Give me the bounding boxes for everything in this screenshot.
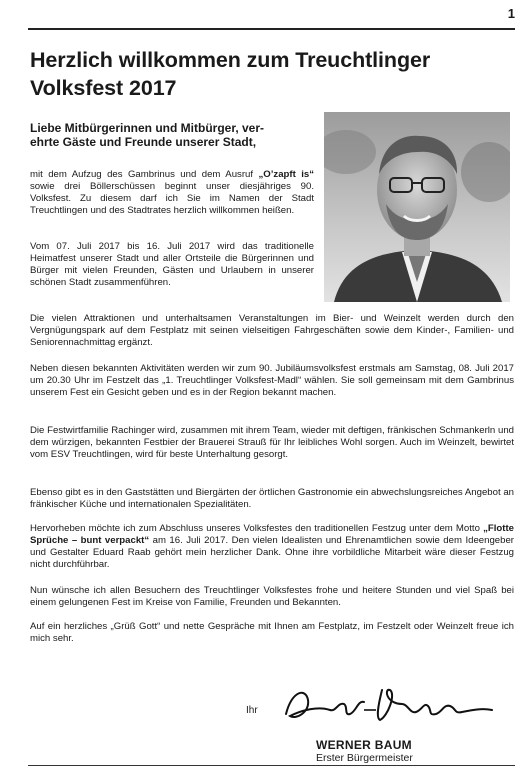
paragraph-3: Die vielen Attraktionen und unterhaltsamen Veranstaltungen im Bier- und Weinzelt werden durch den Vergnügungspark auf dem Festplatz mit seinen vielseitigen Fahrgeschäften sowie dem Kinder-, Familien- und Seniorennachmittag ergänzt. bbox=[30, 313, 514, 348]
handwritten-signature bbox=[278, 680, 498, 728]
paragraph-4: Neben diesen bekannten Aktivitäten werden wir zum 90. Jubiläumsvolksfest erstmals am Samstag, 08. Juli 2017 um 20.30 Uhr im Festzelt das „1. Treuchtlinger Volksfest-Madl“ wählen. Sie soll gemeinsam mit dem Gambrinus unserem Fest ein Gesicht geben und es in der Region bekannt machen. bbox=[30, 363, 514, 398]
salutation-line-1: Liebe Mitbürgerinnen und Mitbürger, ver- bbox=[30, 121, 265, 135]
paragraph-1 bbox=[30, 169, 314, 217]
paragraph-6: Ebenso gibt es in den Gaststätten und Biergärten der örtlichen Gastronomie ein abwechslungsreiches Angebot an fränkischer Küche und internationalen Spezialitäten. bbox=[30, 487, 514, 510]
signer-name: WERNER BAUM bbox=[316, 738, 412, 752]
paragraph-1-bold: „O’zapft is“ bbox=[258, 169, 314, 180]
signer-role: Erster Bürgermeister bbox=[316, 752, 413, 764]
paragraph-7 bbox=[30, 523, 514, 571]
top-divider bbox=[28, 28, 515, 30]
closing-word: Ihr bbox=[246, 705, 258, 716]
paragraph-7-pre: Hervorheben möchte ich zum Abschluss unseres Volksfestes den traditionellen Festzug unter dem Motto bbox=[30, 523, 480, 534]
title-line-2: Volksfest 2017 bbox=[30, 76, 177, 100]
bottom-divider bbox=[28, 765, 515, 766]
title-line-1: Herzlich willkommen zum Treuchtlinger bbox=[30, 48, 431, 72]
paragraph-5: Die Festwirtfamilie Rachinger wird, zusammen mit ihrem Team, wieder mit deftigen, fränkischen Schmankerln und dem würzigen, bekannten Festbier der Brauerei Strauß für Ihr leibliches Wohl sorgen. Auch im Weinzelt, bewirtet vom ESV Treuchtlingen, wird für beste Unterhaltung gesorgt. bbox=[30, 425, 514, 460]
portrait-photo bbox=[324, 112, 510, 302]
paragraph-9: Auf ein herzliches „Grüß Gott“ und nette Gespräche mit Ihnen am Festplatz, im Festzelt oder Weinzelt freue ich mich sehr. bbox=[30, 621, 514, 644]
paragraph-1-post: sowie drei Böllerschüssen beginnt unser diesjähriges 90. Volksfest. Zu diesem darf ich Sie im Namen der Stadt Treuchtlingen und des Stadtrates herzlich willkommen heißen. bbox=[30, 181, 314, 216]
salutation-line-2: ehrte Gäste und Freunde unserer Stadt, bbox=[30, 135, 257, 149]
paragraph-8: Nun wünsche ich allen Besuchern des Treuchtlinger Volksfestes frohe und heitere Stunden und viel Spaß bei einem gelungenen Fest im Kreise von Familie, Freunden und Bekannten. bbox=[30, 585, 514, 608]
paragraph-2: Vom 07. Juli 2017 bis 16. Juli 2017 wird das traditionelle Heimatfest unserer Stadt und aller Ortsteile die Bürgerinnen und Bürger mit vielen Freunden, Gästen und Urlaubern in unserer schönen Stadt zusammenführen. bbox=[30, 241, 314, 288]
portrait-illustration bbox=[324, 112, 510, 302]
paragraph-7-bold: „Flotte Sprüche – bunt verpackt“ bbox=[30, 523, 514, 546]
paragraph-7-post: am 16. Juli 2017. Den vielen Idealisten und Ehrenamtlichen sowie dem Ideengeber und Gestalter Eduard Raab gehört mein herzlicher Dank. Ohne ihre vorbildliche Mitarbeit wäre dieser Festzug nicht durchführbar. bbox=[30, 535, 514, 570]
salutation bbox=[30, 121, 320, 149]
page-title bbox=[30, 46, 510, 102]
page-number: 1 bbox=[507, 6, 515, 21]
paragraph-1-pre: mit dem Aufzug des Gambrinus und dem Ausruf bbox=[30, 169, 254, 180]
